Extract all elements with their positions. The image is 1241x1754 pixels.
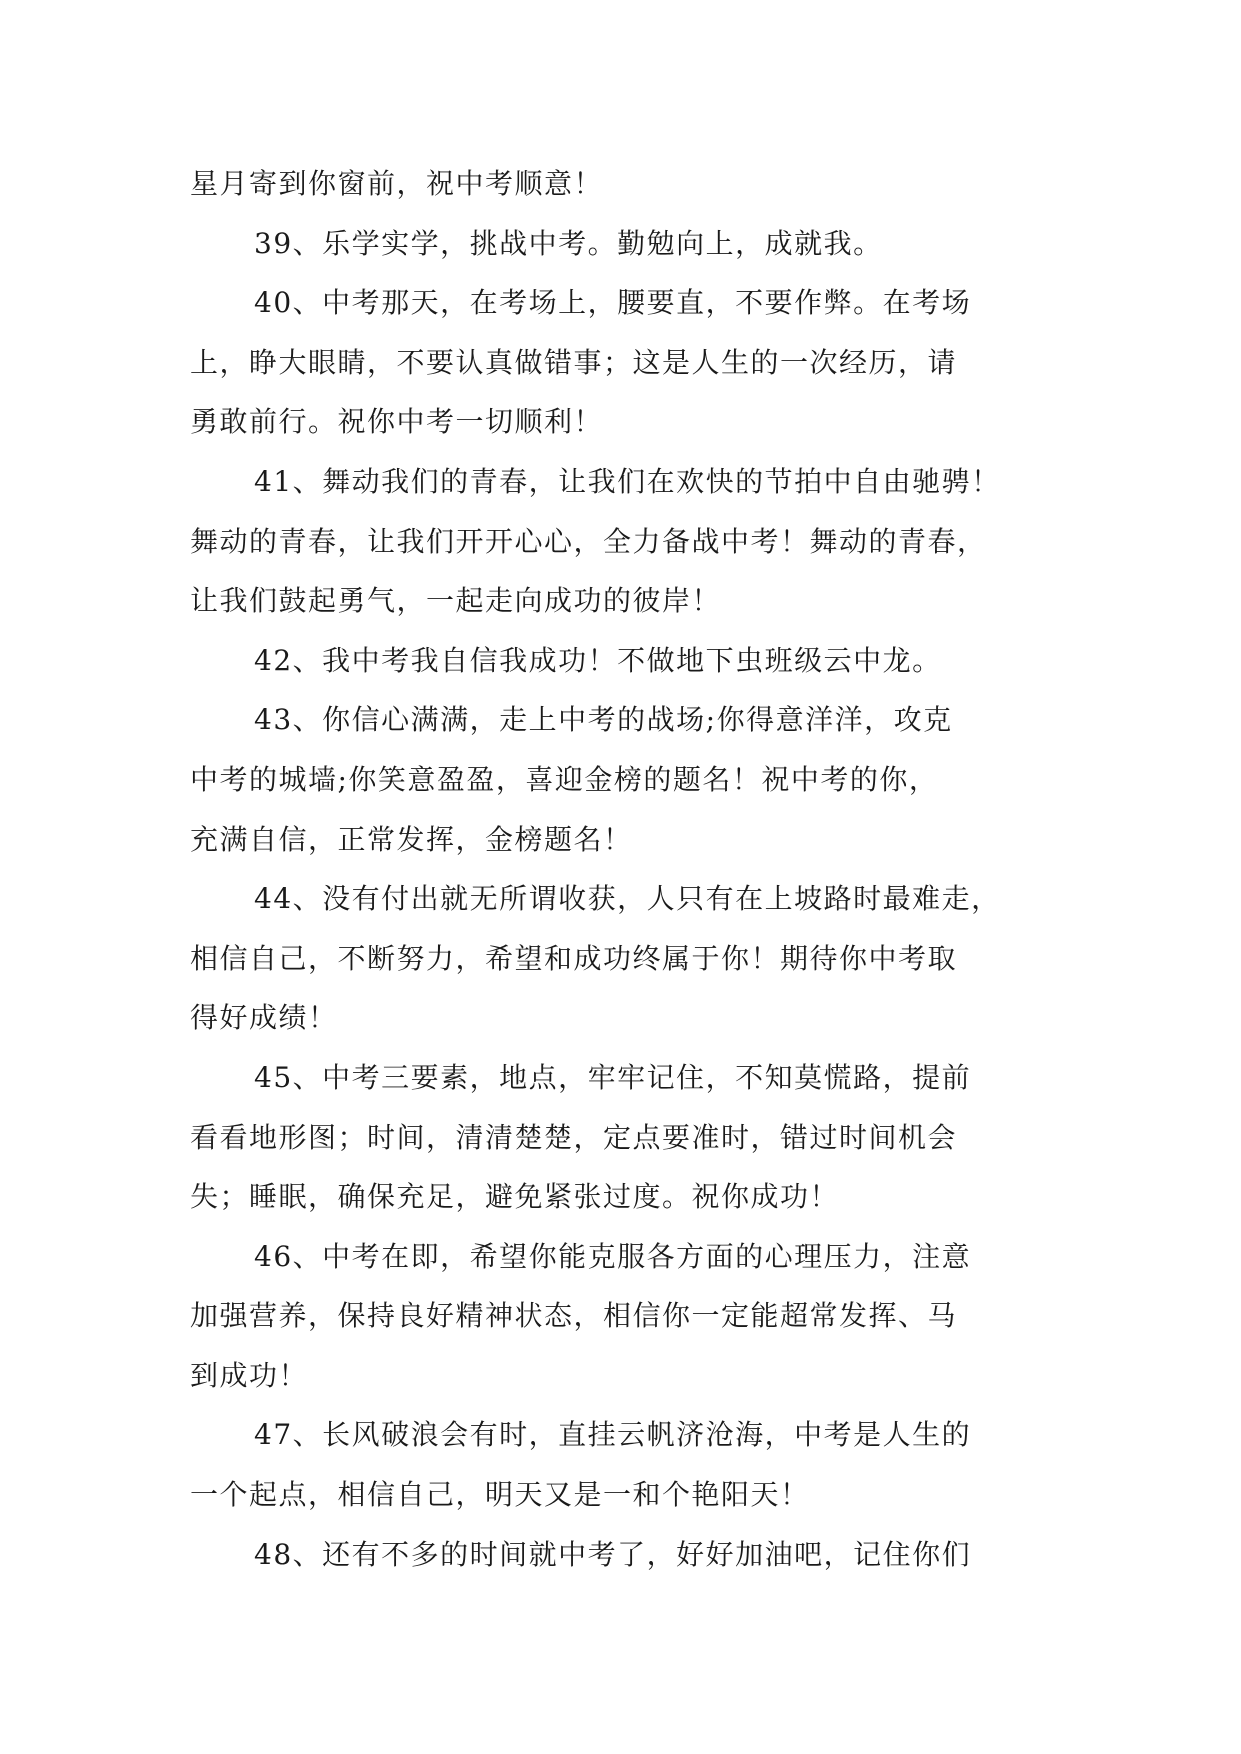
text-line: 让我们鼓起勇气，一起走向成功的彼岸！ bbox=[190, 584, 722, 618]
text-line: 失；睡眠，确保充足，避免紧张过度。祝你成功！ bbox=[190, 1180, 840, 1214]
text-line: 48、还有不多的时间就中考了，好好加油吧，记住你们 bbox=[254, 1537, 972, 1571]
text-line: 看看地形图；时间，清清楚楚，定点要准时，错过时间机会 bbox=[190, 1120, 958, 1154]
text-line: 星月寄到你窗前，祝中考顺意！ bbox=[190, 167, 604, 200]
text-line: 45、中考三要素，地点，牢牢记住，不知莫慌路，提前 bbox=[254, 1060, 972, 1094]
text-line: 舞动的青春，让我们开开心心，全力备战中考！舞动的青春， bbox=[190, 524, 987, 558]
text-line: 39、乐学实学，挑战中考。勤勉向上，成就我。 bbox=[254, 226, 883, 260]
text-line: 得好成绩！ bbox=[190, 1001, 338, 1035]
text-line: 44、没有付出就无所谓收获，人只有在上坡路时最难走， bbox=[254, 882, 1001, 916]
text-line: 中考的城墙;你笑意盈盈，喜迎金榜的题名！祝中考的你， bbox=[190, 762, 939, 796]
text-line: 47、长风破浪会有时，直挂云帆济沧海，中考是人生的 bbox=[254, 1418, 972, 1452]
text-line: 上，睁大眼睛，不要认真做错事；这是人生的一次经历，请 bbox=[190, 345, 958, 379]
text-line: 42、我中考我自信我成功！不做地下虫班级云中龙。 bbox=[254, 643, 942, 677]
text-line: 一个起点，相信自己，明天又是一和个艳阳天！ bbox=[190, 1478, 810, 1512]
text-line: 41、舞动我们的青春，让我们在欢快的节拍中自由驰骋！ bbox=[254, 464, 1001, 498]
text-line: 相信自己，不断努力，希望和成功终属于你！期待你中考取 bbox=[190, 941, 958, 975]
text-line: 充满自信，正常发挥，金榜题名！ bbox=[190, 822, 633, 856]
text-line: 到成功！ bbox=[190, 1358, 309, 1392]
document-body bbox=[190, 154, 1050, 1584]
text-line: 40、中考那天，在考场上，腰要直，不要作弊。在考场 bbox=[254, 286, 972, 320]
text-line: 勇敢前行。祝你中考一切顺利！ bbox=[190, 405, 604, 439]
text-line: 46、中考在即，希望你能克服各方面的心理压力，注意 bbox=[254, 1239, 972, 1273]
text-line: 43、你信心满满，走上中考的战场;你得意洋洋，攻克 bbox=[254, 703, 953, 737]
text-line: 加强营养，保持良好精神状态，相信你一定能超常发挥、马 bbox=[190, 1299, 958, 1333]
